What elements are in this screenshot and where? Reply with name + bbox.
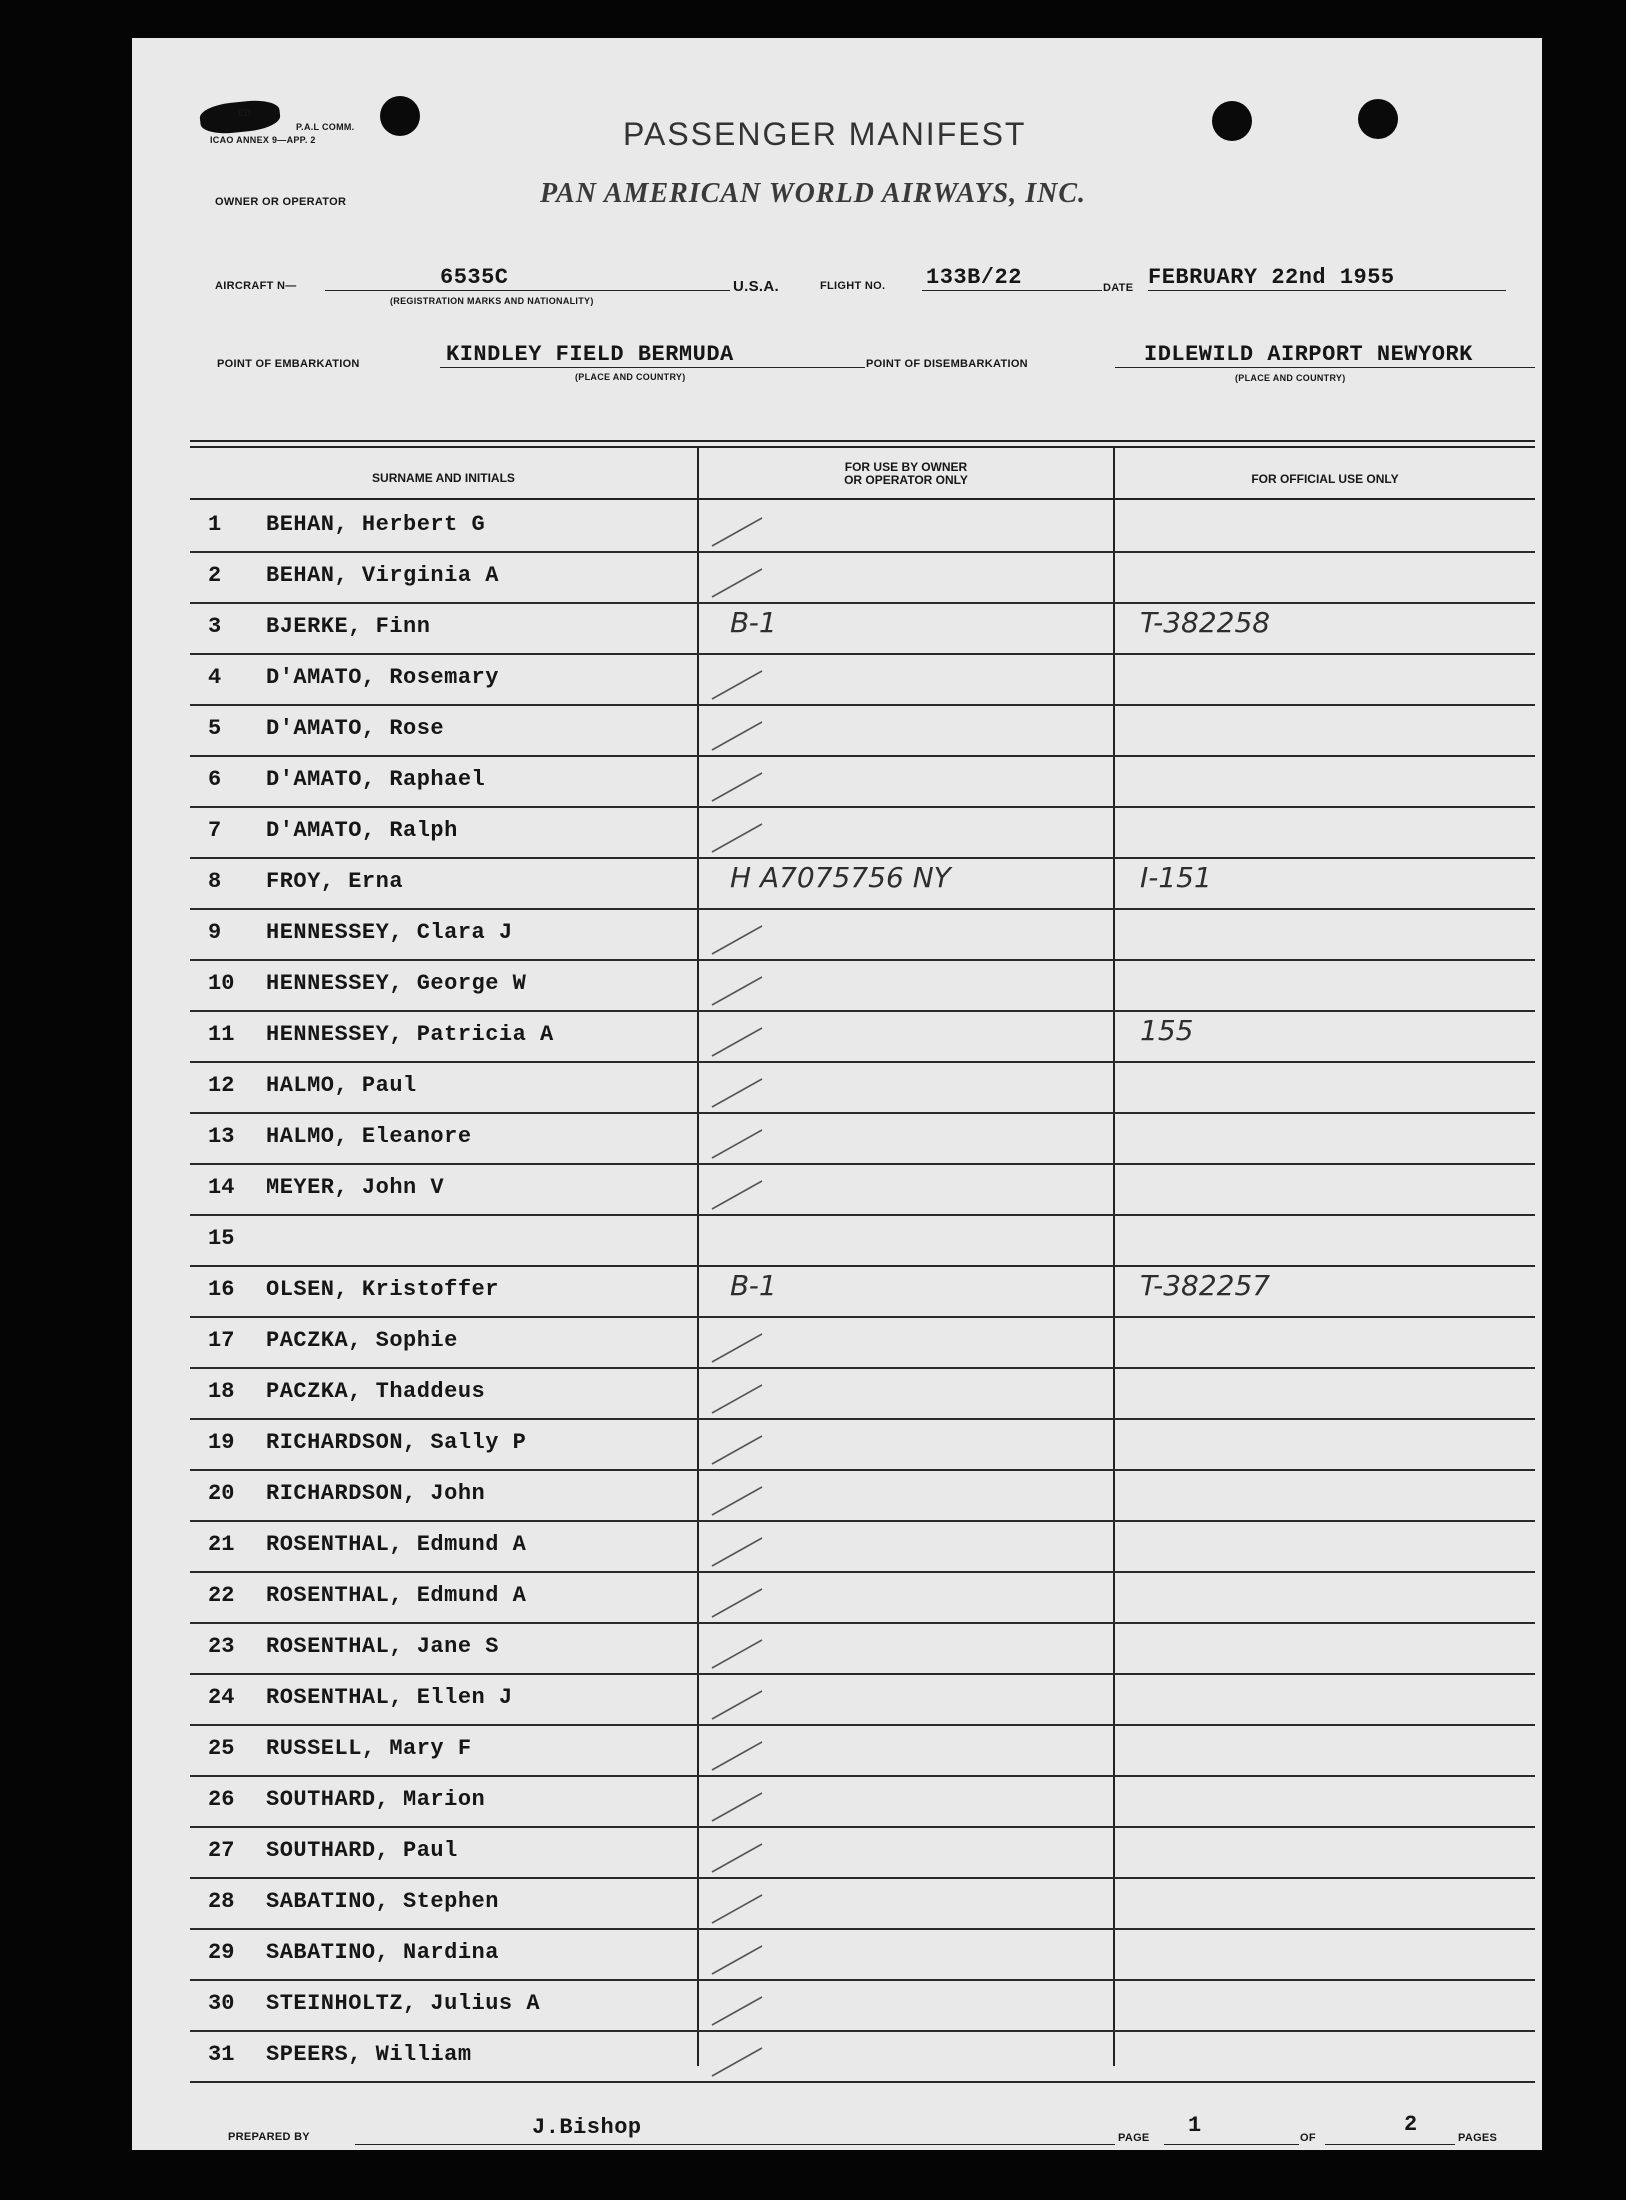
passenger-name: PACZKA, Sophie: [266, 1328, 458, 1353]
row-number: 29: [208, 1940, 235, 1965]
regulation-line-3: ICAO ANNEX 9—APP. 2: [210, 135, 316, 145]
row-number: 1: [208, 512, 222, 537]
prepared-underline: [355, 2144, 1115, 2145]
passenger-name: FROY, Erna: [266, 869, 404, 894]
owner-note: B-1: [730, 1269, 777, 1302]
check-mark: [712, 569, 762, 597]
passenger-name: BJERKE, Finn: [266, 614, 431, 639]
check-mark: [712, 1181, 762, 1209]
check-mark: [712, 1844, 762, 1872]
passenger-name: SPEERS, William: [266, 2042, 472, 2067]
check-mark: [712, 1640, 762, 1668]
aircraft-value: 6535C: [440, 265, 509, 290]
pages-label: PAGES: [1458, 2132, 1498, 2144]
check-mark: [712, 722, 762, 750]
embark-caption: (PLACE AND COUNTRY): [575, 372, 686, 382]
passenger-name: OLSEN, Kristoffer: [266, 1277, 499, 1302]
official-note: I-151: [1140, 861, 1212, 894]
row-number: 14: [208, 1175, 235, 1200]
check-mark: [712, 773, 762, 801]
row-number: 10: [208, 971, 235, 996]
regulation-line-1: ED: [238, 108, 252, 118]
row-number: 2: [208, 563, 222, 588]
page-title: PASSENGER MANIFEST: [623, 116, 1027, 152]
check-mark: [712, 1538, 762, 1566]
registration-caption: (REGISTRATION MARKS AND NATIONALITY): [390, 296, 594, 306]
passenger-name: MEYER, John V: [266, 1175, 445, 1200]
usa-label: U.S.A.: [733, 278, 779, 295]
passenger-name: SOUTHARD, Marion: [266, 1787, 486, 1812]
page-label: PAGE: [1118, 2132, 1150, 2144]
row-number: 21: [208, 1532, 235, 1557]
check-mark: [712, 1130, 762, 1158]
embark-label: POINT OF EMBARKATION: [217, 358, 360, 370]
passenger-name: HALMO, Eleanore: [266, 1124, 472, 1149]
check-mark: [712, 1028, 762, 1056]
row-number: 26: [208, 1787, 235, 1812]
passenger-name: RICHARDSON, Sally P: [266, 1430, 527, 1455]
passenger-name: HENNESSEY, Patricia A: [266, 1022, 554, 1047]
passenger-name: STEINHOLTZ, Julius A: [266, 1991, 541, 2016]
check-mark: [712, 977, 762, 1005]
check-mark: [712, 518, 762, 546]
row-number: 27: [208, 1838, 235, 1863]
row-number: 17: [208, 1328, 235, 1353]
passenger-name: HENNESSEY, George W: [266, 971, 527, 996]
row-number: 9: [208, 920, 222, 945]
of-value: 2: [1404, 2112, 1418, 2137]
row-number: 11: [208, 1022, 235, 1047]
passenger-name: SOUTHARD, Paul: [266, 1838, 458, 1863]
row-number: 12: [208, 1073, 235, 1098]
embark-value: KINDLEY FIELD BERMUDA: [446, 342, 734, 367]
row-number: 20: [208, 1481, 235, 1506]
passenger-name: SABATINO, Stephen: [266, 1889, 499, 1914]
flight-label: FLIGHT NO.: [820, 280, 886, 292]
row-number: 5: [208, 716, 222, 741]
check-mark: [712, 824, 762, 852]
row-number: 16: [208, 1277, 235, 1302]
column-header-owner: FOR USE BY OWNER OR OPERATOR ONLY: [844, 460, 968, 487]
page-value: 1: [1188, 2113, 1202, 2138]
passenger-name: D'AMATO, Rose: [266, 716, 445, 741]
row-number: 13: [208, 1124, 235, 1149]
passenger-name: HALMO, Paul: [266, 1073, 417, 1098]
row-number: 23: [208, 1634, 235, 1659]
official-note: T-382258: [1140, 606, 1271, 639]
passenger-name: D'AMATO, Rosemary: [266, 665, 499, 690]
check-mark: [712, 1691, 762, 1719]
check-mark: [712, 1334, 762, 1362]
disembark-label: POINT OF DISEMBARKATION: [866, 358, 1028, 370]
row-number: 24: [208, 1685, 235, 1710]
passenger-name: ROSENTHAL, Edmund A: [266, 1583, 527, 1608]
check-mark: [712, 671, 762, 699]
owner-note: B-1: [730, 606, 777, 639]
official-note: T-382257: [1140, 1269, 1271, 1302]
date-label: DATE: [1103, 282, 1134, 294]
column-header-official: FOR OFFICIAL USE ONLY: [1251, 472, 1399, 486]
row-number: 30: [208, 1991, 235, 2016]
of-label: OF: [1300, 2132, 1316, 2144]
check-mark: [712, 1589, 762, 1617]
row-number: 25: [208, 1736, 235, 1761]
row-number: 22: [208, 1583, 235, 1608]
row-number: 6: [208, 767, 222, 792]
row-number: 7: [208, 818, 222, 843]
row-number: 19: [208, 1430, 235, 1455]
check-mark: [712, 2048, 762, 2076]
column-header-name: SURNAME AND INITIALS: [372, 471, 515, 485]
check-mark: [712, 1946, 762, 1974]
row-number: 31: [208, 2042, 235, 2067]
passenger-name: SABATINO, Nardina: [266, 1940, 499, 1965]
owner-note: H A7075756 NY: [730, 861, 951, 894]
passenger-name: ROSENTHAL, Jane S: [266, 1634, 499, 1659]
row-number: 18: [208, 1379, 235, 1404]
check-mark: [712, 926, 762, 954]
row-number: 3: [208, 614, 222, 639]
regulation-line-2: P.A.L COMM.: [296, 122, 355, 132]
passenger-name: BEHAN, Virginia A: [266, 563, 499, 588]
passenger-name: D'AMATO, Ralph: [266, 818, 458, 843]
row-number: 28: [208, 1889, 235, 1914]
passenger-name: HENNESSEY, Clara J: [266, 920, 513, 945]
disembark-caption: (PLACE AND COUNTRY): [1235, 373, 1346, 383]
check-mark: [712, 1997, 762, 2025]
row-number: 4: [208, 665, 222, 690]
date-value: FEBRUARY 22nd 1955: [1148, 265, 1395, 290]
check-mark: [712, 1742, 762, 1770]
disembark-value: IDLEWILD AIRPORT NEWYORK: [1144, 342, 1473, 367]
passenger-name: D'AMATO, Raphael: [266, 767, 486, 792]
check-mark: [712, 1895, 762, 1923]
company-name: PAN AMERICAN WORLD AIRWAYS, INC.: [540, 178, 1087, 209]
row-number: 15: [208, 1226, 235, 1251]
row-number: 8: [208, 869, 222, 894]
prepared-label: PREPARED BY: [228, 2131, 310, 2143]
page-underline: [1164, 2144, 1299, 2145]
check-mark: [712, 1793, 762, 1821]
passenger-name: BEHAN, Herbert G: [266, 512, 486, 537]
of-underline: [1325, 2144, 1455, 2145]
passenger-name: ROSENTHAL, Edmund A: [266, 1532, 527, 1557]
official-note: 155: [1140, 1014, 1194, 1047]
passenger-name: RUSSELL, Mary F: [266, 1736, 472, 1761]
passenger-name: RICHARDSON, John: [266, 1481, 486, 1506]
check-mark: [712, 1079, 762, 1107]
owner-label: OWNER OR OPERATOR: [215, 196, 347, 208]
check-mark: [712, 1385, 762, 1413]
check-mark: [712, 1487, 762, 1515]
flight-value: 133B/22: [926, 265, 1022, 290]
aircraft-label: AIRCRAFT N—: [215, 280, 297, 292]
check-mark: [712, 1436, 762, 1464]
passenger-name: PACZKA, Thaddeus: [266, 1379, 486, 1404]
passenger-name: ROSENTHAL, Ellen J: [266, 1685, 513, 1710]
prepared-value: J.Bishop: [532, 2115, 642, 2140]
